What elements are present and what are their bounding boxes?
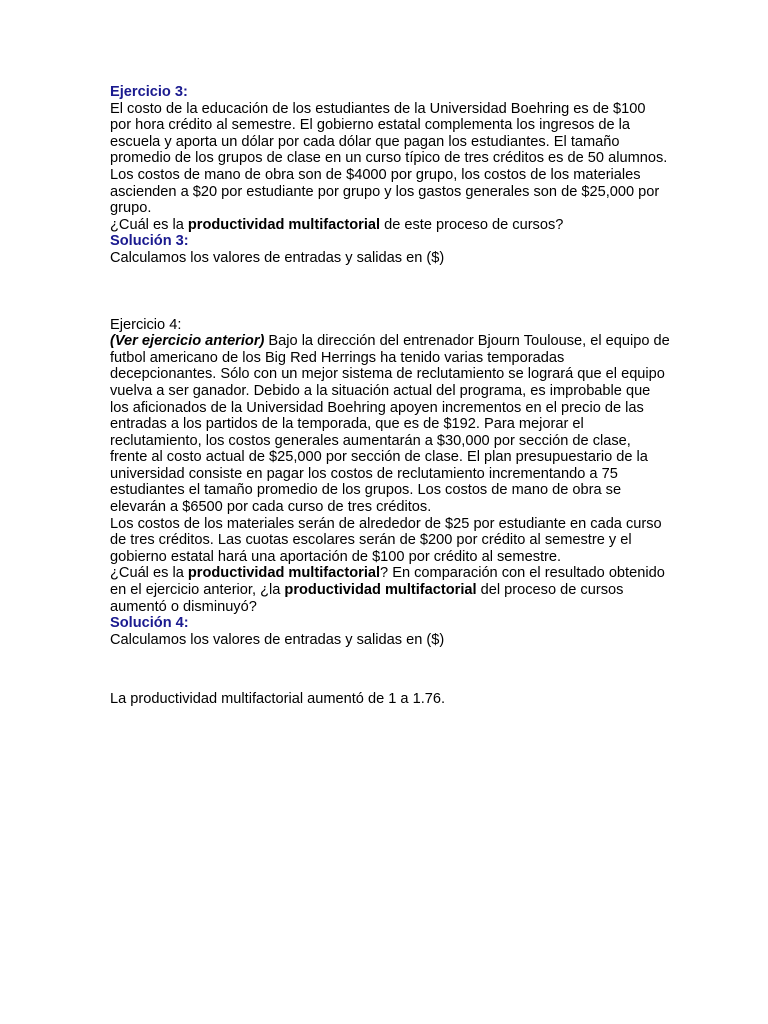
exercise-4-body bbox=[110, 333, 670, 516]
spacer bbox=[110, 267, 670, 317]
exercise-3-question-post: de este proceso de cursos? bbox=[380, 216, 564, 233]
exercise-3-question-bold: productividad multifactorial bbox=[187, 216, 381, 233]
exercise-4-question-mid: ? En comparación con el resultado obtenido en el ejercicio anterior, ¿la bbox=[110, 565, 665, 599]
spacer bbox=[110, 648, 670, 691]
exercise-4-body-2: Los costos de los materiales serán de alrededor de $25 por estudiante en cada curso de tres créditos. Las cuotas escolares serán de $200 por crédito al semestre y el gobierno estatal hará una aportación de $100 por crédito al semestre. bbox=[110, 515, 662, 565]
exercise-3-question bbox=[110, 217, 670, 234]
exercise-4-question-post: del proceso de cursos aumentó o disminuyó? bbox=[110, 582, 624, 615]
exercise-3-title: Ejercicio 3: bbox=[110, 84, 188, 100]
exercise-4-question-pre: ¿Cuál es la bbox=[110, 565, 188, 582]
exercise-3-question-pre: ¿Cuál es la bbox=[110, 216, 188, 233]
exercise-4-question-bold: productividad multifactorial bbox=[187, 565, 381, 582]
solution-3-title: Solución 3: bbox=[110, 233, 189, 250]
exercise-4-question-bold-2: productividad multifactorial bbox=[284, 582, 477, 599]
solution-4-text: Calculamos los valores de entradas y salidas en ($) bbox=[110, 631, 445, 648]
exercise-4-question bbox=[110, 565, 670, 615]
document-page bbox=[110, 84, 670, 708]
solution-4-title: Solución 4: bbox=[110, 615, 189, 632]
exercise-4-body-text: Bajo la dirección del entrenador Bjourn Toulouse, el equipo de futbol americano de los Big Red Herrings ha tenido varias temporadas decepcionantes. Sólo con un mejor sistema de reclutamiento se logrará que el equipo vuelva a ser ganador. Debido a la situación actual del programa, es improbable que los aficionados de la Universidad Boehring apoyen incrementos en el precio de las entradas a los partidos de la temporada, que es de $192. Para mejorar el reclutamiento, los costos generales aumentarán a $30,000 por sección de clase, frente al costo actual de $25,000 por sección de clase. El plan presupuestario de la universidad consiste en pagar los costos de reclutamiento incrementando a 75 estudiantes el tamaño promedio de los grupos. Los costos de mano de obra se elevarán a $6500 por cada curso de tres créditos. bbox=[110, 333, 670, 516]
exercise-3-body: El costo de la educación de los estudiantes de la Universidad Boehring es de $100 por hora crédito al semestre. El gobierno estatal complementa los ingresos de la escuela y aporta un dólar por cada dólar que pagan los estudiantes. El tamaño promedio de los grupos de clase en un curso típico de tres créditos es de 50 alumnos. Los costos de mano de obra son de $4000 por grupo, los costos de los materiales ascienden a $20 por estudiante por grupo y los gastos generales son de $25,000 por grupo. bbox=[110, 100, 668, 217]
conclusion-text: La productividad multifactorial aumentó de 1 a 1.76. bbox=[110, 691, 446, 708]
exercise-4-title: Ejercicio 4: bbox=[110, 316, 182, 333]
exercise-4-reference: (Ver ejercicio anterior) bbox=[110, 333, 265, 350]
solution-3-text: Calculamos los valores de entradas y salidas en ($) bbox=[110, 249, 445, 266]
